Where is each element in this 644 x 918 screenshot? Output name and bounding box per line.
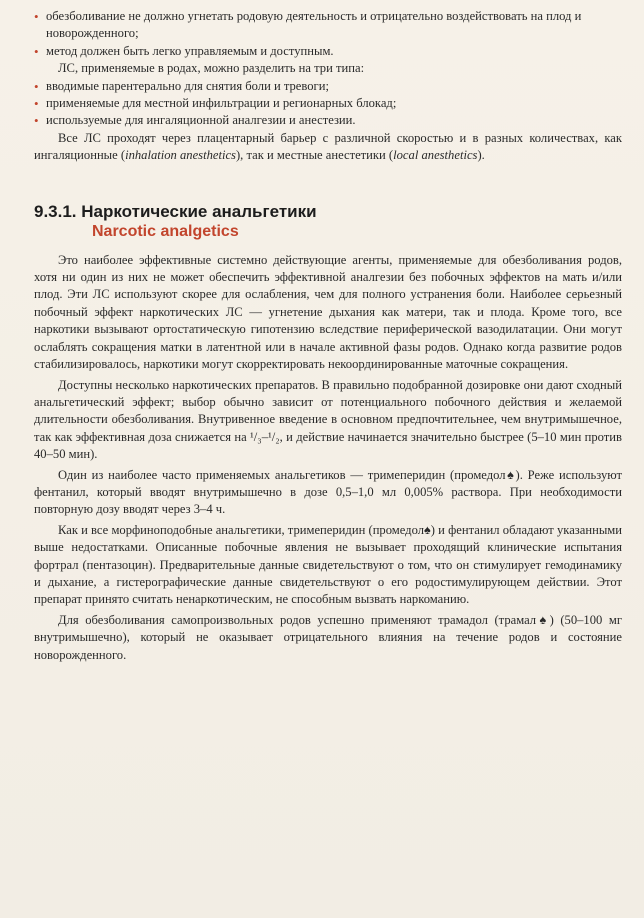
list-item: • обезболивание не должно угнетать родовую деятельность и отрицательно воздействовать на плод и новорожденного; (34, 8, 622, 43)
paragraph: Один из наиболее часто применяемых анальгетиков — тримеперидин (промедол♠). Реже используют фентанил, который вводят внутримышечно в дозе 0,5–1,0 мл 0,005% раствора. При необходимости повторную дозу вводят через 3–4 ч. (34, 467, 622, 517)
requirements-list (34, 8, 622, 60)
section-subtitle: Narcotic analgetics (92, 222, 239, 240)
list-item: • вводимые парентерально для снятия боли и тревоги; (34, 78, 622, 95)
text-run: Все ЛС проходят через плацентарный барьер с различной скоростью и в разных количествах, как ингаляционные ( (34, 130, 622, 163)
text-run: ), так и местные анестетики ( (235, 148, 394, 163)
list-item: • метод должен быть легко управляемым и доступным. (34, 43, 622, 60)
section-title: 9.3.1. Наркотические анальгетики (34, 201, 317, 221)
paragraph: Это наиболее эффективные системно действующие агенты, применяемые для обезболивания родов, хотя ни один из них не может обеспечить эффективной аналгезии без побочных эффектов на мать и/или плод. Эти ЛС используют скорее для ослабления, чем для полного устранения боли. Наиболее серьезный побочный эффект наркотических ЛС — угнетение дыхания как матери, так и плода. Кроме того, все наркотики вызывают ортостатическую гипотензию вследствие периферической вазодилатации. Они могут ослаблять сокращения матки в латентной или в начале активной фазы родов. Однако когда развитие родов стабилизировалось, наркотики могут скорректировать некоординированные маточные сокращения. (34, 252, 622, 372)
placenta-paragraph (34, 130, 622, 165)
term-local: local anesthetics (393, 148, 478, 163)
types-list (34, 78, 622, 130)
term-inhalation: inhalation anesthetics (125, 148, 236, 163)
list-item: • используемые для ингаляционной аналгезии и анестезии. (34, 112, 622, 129)
paragraph: Как и все морфиноподобные анальгетики, тримеперидин (промедол♠) и фентанил обладают указанными выше недостатками. Описанные побочные явления не вызывает проходящий клинические испытания фортрал (пентазоцин). Предварительные данные свидетельствуют о том, что он стимулирует гемодинамику и дыхание, а гистерографические данные свидетельствуют о его родостимулирующем действии. Этот препарат принято считать ненаркотическим, не способным вызвать наркоманию. (34, 522, 622, 607)
list-item: • применяемые для местной инфильтрации и регионарных блокад; (34, 95, 622, 112)
section-heading (34, 201, 622, 242)
paragraph: Доступны несколько наркотических препаратов. В правильно подобранной дозировке они дают сходный анальгетический эффект; выбор обычно зависит от потенциального побочного действия и желаемой длительности обезболивания. Внутривенное введение в основном предпочтительнее, чем внутримышечное, так как эффективная доза снижается на ¹/₃–¹/₂, и действие начинается значительно быстрее (5–10 мин против 40–50 мин). (34, 377, 622, 462)
text-run: ). (477, 148, 485, 163)
types-intro: ЛС, применяемые в родах, можно разделить на три типа: (58, 61, 365, 76)
paragraph: Для обезболивания самопроизвольных родов успешно применяют трамадол (трамал♠) (50–100 мг внутримышечно), который не оказывает отрицательного влияния на течение родов и состояние новорожденного. (34, 612, 622, 662)
